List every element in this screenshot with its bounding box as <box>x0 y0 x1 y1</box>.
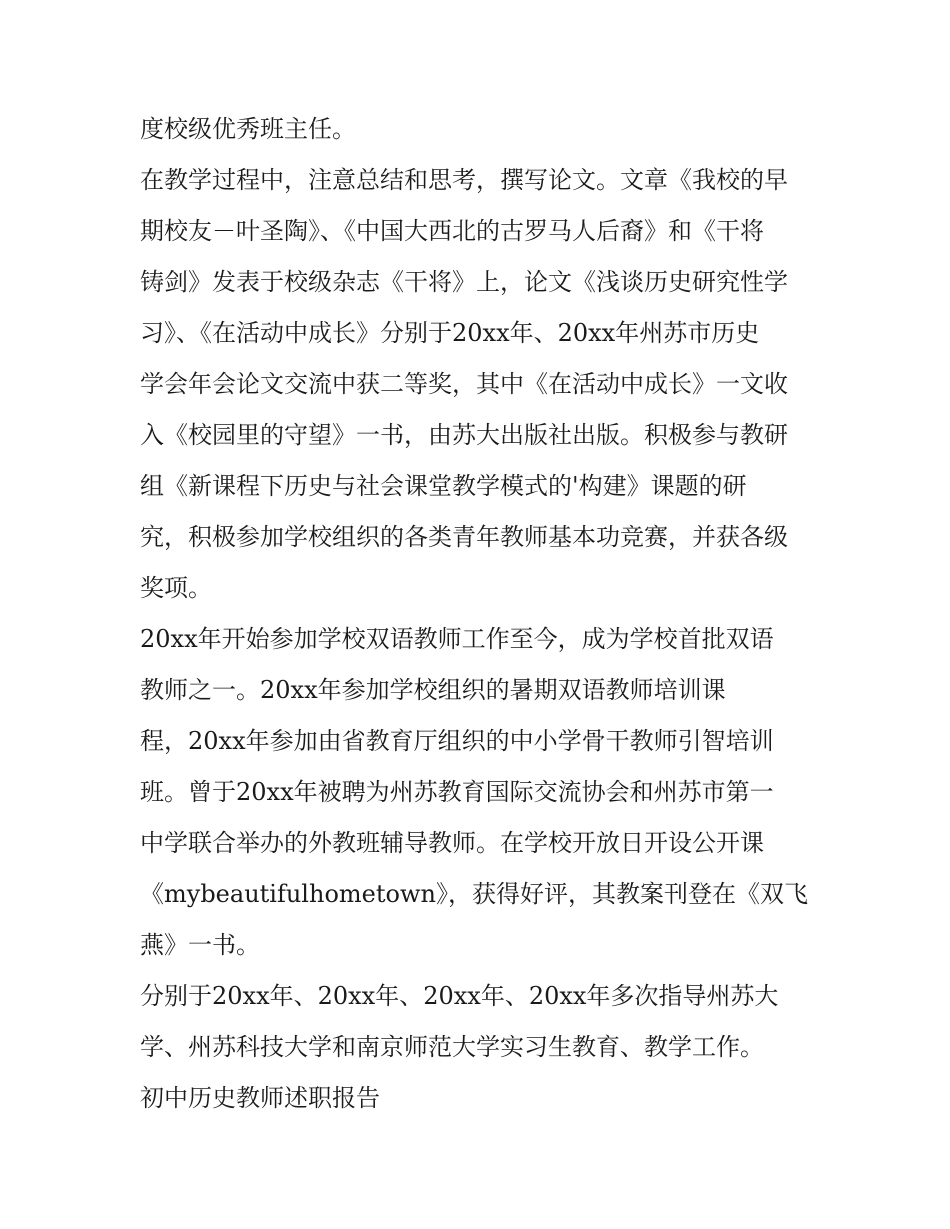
text-line: 《mybeautifulhometown》，获得好评，其教案刊登在《双飞 <box>140 880 808 908</box>
document-title-line: 初中历史教师述职报告 <box>140 1084 380 1112</box>
text-line: 铸剑》发表于校级杂志《干将》上，论文《浅谈历史研究性学 <box>140 268 788 296</box>
text-line: 20xx年开始参加学校双语教师工作至今，成为学校首批双语 <box>140 625 774 653</box>
text-line: 奖项。 <box>140 574 212 602</box>
text-line: 入《校园里的守望》一书，由苏大出版社出版。积极参与教研 <box>140 421 788 449</box>
text-line: 习》、《在活动中成长》分别于20xx年、20xx年州苏市历史 <box>140 319 760 347</box>
text-line: 分别于20xx年、20xx年、20xx年、20xx年多次指导州苏大 <box>140 982 779 1010</box>
text-line: 期校友－叶圣陶》、《中国大西北的古罗马人后裔》和《干将 <box>140 217 764 245</box>
text-line: 教师之一。20xx年参加学校组织的暑期双语教师培训课 <box>140 676 726 704</box>
text-line: 班。曾于20xx年被聘为州苏教育国际交流协会和州苏市第一 <box>140 778 774 806</box>
text-line: 中学联合举办的外教班辅导教师。在学校开放日开设公开课 <box>140 829 764 857</box>
text-line: 究，积极参加学校组织的各类青年教师基本功竞赛，并获各级 <box>140 523 788 551</box>
text-line: 学、州苏科技大学和南京师范大学实习生教育、教学工作。 <box>140 1033 764 1061</box>
text-line: 燕》一书。 <box>140 931 260 959</box>
text-line: 度校级优秀班主任。 <box>140 115 356 143</box>
text-line: 学会年会论文交流中获二等奖，其中《在活动中成长》一文收 <box>140 370 788 398</box>
document-body <box>140 104 820 1124</box>
text-line: 程，20xx年参加由省教育厅组织的中小学骨干教师引智培训 <box>140 727 774 755</box>
text-line: 在教学过程中，注意总结和思考，撰写论文。文章《我校的早 <box>140 166 788 194</box>
text-line: 组《新课程下历史与社会课堂教学模式的'构建》课题的研 <box>140 472 747 500</box>
